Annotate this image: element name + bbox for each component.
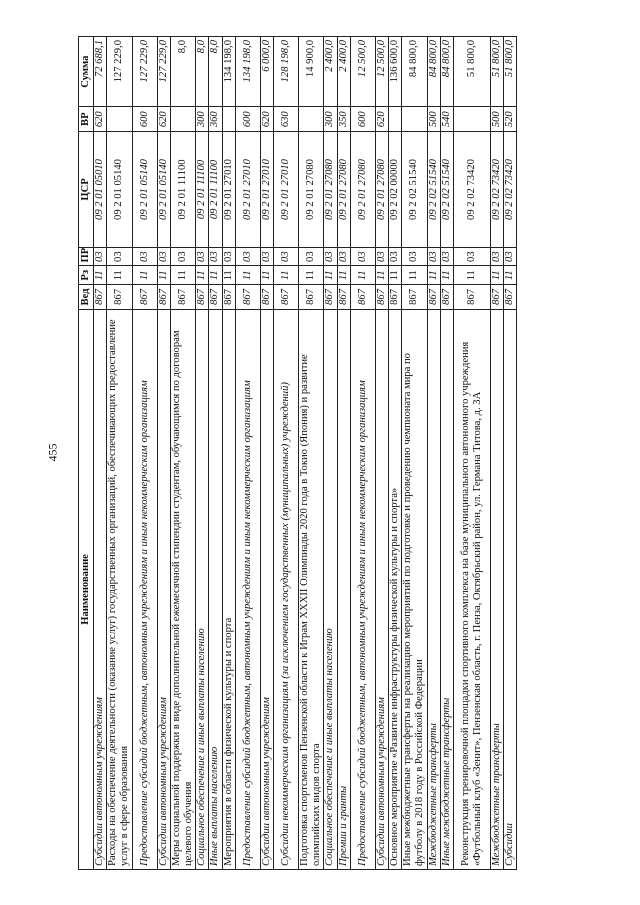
cell-ved: 867 xyxy=(440,285,453,310)
cell-vr: 500 xyxy=(491,107,504,132)
cell-sum: 8,0 xyxy=(209,37,222,107)
cell-csr: 09 2 01 11100 xyxy=(209,132,222,248)
cell-csr: 09 2 02 51540 xyxy=(440,132,453,248)
cell-rz: 11 xyxy=(94,266,107,285)
cell-name: Премии и гранты xyxy=(337,309,350,869)
cell-ved: 867 xyxy=(337,285,350,310)
cell-pr: 03 xyxy=(402,247,427,266)
table-row xyxy=(389,37,402,870)
cell-sum: 72 688,1 xyxy=(94,37,107,107)
cell-vr xyxy=(107,107,132,132)
cell-name: Субсидии автономным учреждениям xyxy=(157,309,170,869)
cell-rz: 11 xyxy=(209,266,222,285)
cell-vr xyxy=(222,107,235,132)
cell-sum: 128 198,0 xyxy=(274,37,299,107)
cell-rz: 11 xyxy=(337,266,350,285)
cell-vr: 600 xyxy=(350,107,375,132)
cell-vr: 350 xyxy=(337,107,350,132)
cell-rz: 11 xyxy=(324,266,337,285)
header-rz: Рз xyxy=(79,266,94,285)
cell-pr: 03 xyxy=(222,247,235,266)
cell-name: Иные межбюджетные трансферты xyxy=(440,309,453,869)
cell-vr: 600 xyxy=(235,107,260,132)
cell-sum: 134 198,0 xyxy=(222,37,235,107)
table-row xyxy=(222,37,235,870)
cell-pr: 03 xyxy=(491,247,504,266)
cell-csr: 09 2 01 05010 xyxy=(94,132,107,248)
cell-ved: 867 xyxy=(157,285,170,310)
cell-sum: 8,0 xyxy=(170,37,195,107)
table-body xyxy=(94,37,517,870)
cell-name: Субсидии автономным учреждениям xyxy=(375,309,388,869)
cell-pr: 03 xyxy=(389,247,402,266)
cell-pr: 03 xyxy=(107,247,132,266)
rotated-table-container xyxy=(78,36,583,870)
cell-ved: 867 xyxy=(94,285,107,310)
cell-ved: 867 xyxy=(504,285,517,310)
cell-name: Мероприятия в области физической культуры и спорта xyxy=(222,309,235,869)
table-row xyxy=(375,37,388,870)
cell-pr: 03 xyxy=(454,247,491,266)
cell-vr: 520 xyxy=(504,107,517,132)
cell-rz: 11 xyxy=(504,266,517,285)
cell-pr: 03 xyxy=(196,247,209,266)
cell-vr: 620 xyxy=(157,107,170,132)
cell-name: Меры социальной поддержки в виде дополнительной ежемесячной стипендии студентам, обучающимся по договорам целевого обучения xyxy=(170,309,195,869)
cell-csr: 09 2 02 73420 xyxy=(504,132,517,248)
cell-rz: 11 xyxy=(427,266,440,285)
cell-vr xyxy=(454,107,491,132)
cell-ved: 867 xyxy=(132,285,157,310)
cell-rz: 11 xyxy=(235,266,260,285)
cell-name: Субсидии некоммерческим организациям (за исключением государственных (муниципальных) учреждений) xyxy=(274,309,299,869)
cell-name: Иные выплаты населению xyxy=(209,309,222,869)
cell-vr: 300 xyxy=(324,107,337,132)
cell-ved: 867 xyxy=(196,285,209,310)
cell-sum: 84 800,0 xyxy=(440,37,453,107)
cell-ved: 867 xyxy=(209,285,222,310)
cell-ved: 867 xyxy=(235,285,260,310)
cell-rz: 11 xyxy=(454,266,491,285)
cell-ved: 867 xyxy=(260,285,273,310)
table-row xyxy=(427,37,440,870)
cell-name: Социальное обеспечение и иные выплаты населению xyxy=(324,309,337,869)
cell-sum: 84 800,0 xyxy=(427,37,440,107)
cell-name: Предоставление субсидий бюджетным, автономным учреждениям и иным некоммерческим организациям xyxy=(350,309,375,869)
cell-pr: 03 xyxy=(427,247,440,266)
cell-ved: 867 xyxy=(402,285,427,310)
cell-name: Межбюджетные трансферты xyxy=(491,309,504,869)
cell-pr: 03 xyxy=(235,247,260,266)
cell-pr: 03 xyxy=(504,247,517,266)
cell-ved: 867 xyxy=(427,285,440,310)
cell-rz: 11 xyxy=(274,266,299,285)
cell-sum: 134 198,0 xyxy=(235,37,260,107)
table-row xyxy=(402,37,427,870)
cell-rz: 11 xyxy=(375,266,388,285)
cell-csr: 09 2 01 27080 xyxy=(350,132,375,248)
cell-ved: 867 xyxy=(299,285,324,310)
cell-sum: 14 900,0 xyxy=(299,37,324,107)
cell-rz: 11 xyxy=(440,266,453,285)
table-row xyxy=(260,37,273,870)
cell-csr: 09 2 01 05140 xyxy=(107,132,132,248)
cell-name: Основное мероприятие «Развитие инфраструктуры физической культуры и спорта» xyxy=(389,309,402,869)
cell-csr: 09 2 01 27010 xyxy=(222,132,235,248)
table-header-row xyxy=(79,37,94,870)
cell-ved: 867 xyxy=(491,285,504,310)
cell-rz: 11 xyxy=(260,266,273,285)
table-row xyxy=(157,37,170,870)
table-row xyxy=(94,37,107,870)
cell-ved: 867 xyxy=(389,285,402,310)
table-row xyxy=(209,37,222,870)
cell-sum: 12 500,0 xyxy=(350,37,375,107)
cell-vr xyxy=(389,107,402,132)
table-row xyxy=(132,37,157,870)
cell-pr: 03 xyxy=(324,247,337,266)
table-row xyxy=(454,37,491,870)
table-row xyxy=(350,37,375,870)
cell-csr: 09 2 02 51540 xyxy=(427,132,440,248)
cell-vr: 600 xyxy=(132,107,157,132)
cell-name: Предоставление субсидий бюджетным, автономным учреждениям и иным некоммерческим организациям xyxy=(132,309,157,869)
cell-ved: 867 xyxy=(324,285,337,310)
cell-csr: 09 2 01 05140 xyxy=(132,132,157,248)
table-row xyxy=(196,37,209,870)
cell-csr: 09 2 01 27010 xyxy=(274,132,299,248)
cell-vr: 620 xyxy=(94,107,107,132)
cell-pr: 03 xyxy=(350,247,375,266)
header-sum: Сумма xyxy=(79,37,94,107)
cell-sum: 8,0 xyxy=(196,37,209,107)
cell-csr: 09 2 02 73420 xyxy=(454,132,491,248)
header-name: Наименование xyxy=(79,309,94,869)
cell-vr: 620 xyxy=(375,107,388,132)
cell-rz: 11 xyxy=(491,266,504,285)
cell-sum: 6 000,0 xyxy=(260,37,273,107)
cell-vr: 540 xyxy=(440,107,453,132)
header-vr: ВР xyxy=(79,107,94,132)
cell-sum: 51 800,0 xyxy=(504,37,517,107)
cell-ved: 867 xyxy=(350,285,375,310)
table-row xyxy=(337,37,350,870)
table-row xyxy=(235,37,260,870)
cell-ved: 867 xyxy=(274,285,299,310)
cell-pr: 03 xyxy=(299,247,324,266)
cell-csr: 09 2 01 27010 xyxy=(260,132,273,248)
cell-rz: 11 xyxy=(132,266,157,285)
cell-sum: 127 229,0 xyxy=(157,37,170,107)
cell-pr: 03 xyxy=(274,247,299,266)
cell-name: Реконструкция тренировочной площадки спортивного комплекса на базе муниципального автономного учреждения «Футбольный клуб «Зенит», Пензенская область, г. Пенза, Октябрьский район, ул. Германа Титова, д. 3А xyxy=(454,309,491,869)
cell-rz: 11 xyxy=(196,266,209,285)
cell-vr: 360 xyxy=(209,107,222,132)
cell-csr: 09 2 01 27080 xyxy=(324,132,337,248)
cell-pr: 03 xyxy=(375,247,388,266)
header-pr: ПР xyxy=(79,247,94,266)
cell-rz: 11 xyxy=(107,266,132,285)
table-row xyxy=(299,37,324,870)
cell-vr xyxy=(402,107,427,132)
cell-name: Субсидии xyxy=(504,309,517,869)
cell-ved: 867 xyxy=(107,285,132,310)
cell-csr: 09 2 01 11100 xyxy=(196,132,209,248)
table-row xyxy=(107,37,132,870)
cell-sum: 127 229,0 xyxy=(132,37,157,107)
cell-name: Субсидии автономным учреждениям xyxy=(260,309,273,869)
cell-vr: 300 xyxy=(196,107,209,132)
cell-vr xyxy=(170,107,195,132)
cell-csr: 09 2 01 05140 xyxy=(157,132,170,248)
cell-pr: 03 xyxy=(157,247,170,266)
cell-sum: 136 600,0 xyxy=(389,37,402,107)
cell-ved: 867 xyxy=(454,285,491,310)
cell-csr: 09 2 01 11100 xyxy=(170,132,195,248)
cell-rz: 11 xyxy=(170,266,195,285)
cell-name: Социальное обеспечение и иные выплаты населению xyxy=(196,309,209,869)
cell-sum: 127 229,0 xyxy=(107,37,132,107)
cell-name: Предоставление субсидий бюджетным, автономным учреждениям и иным некоммерческим организациям xyxy=(235,309,260,869)
cell-pr: 03 xyxy=(440,247,453,266)
cell-sum: 12 500,0 xyxy=(375,37,388,107)
cell-csr: 09 2 01 27080 xyxy=(299,132,324,248)
cell-sum: 2 400,0 xyxy=(324,37,337,107)
table-row xyxy=(491,37,504,870)
cell-sum: 51 800,0 xyxy=(454,37,491,107)
cell-rz: 11 xyxy=(402,266,427,285)
cell-sum: 84 800,0 xyxy=(402,37,427,107)
cell-sum: 2 400,0 xyxy=(337,37,350,107)
cell-ved: 867 xyxy=(375,285,388,310)
header-ved: Вед xyxy=(79,285,94,310)
cell-vr: 630 xyxy=(274,107,299,132)
table-row xyxy=(274,37,299,870)
cell-ved: 867 xyxy=(222,285,235,310)
table-row xyxy=(170,37,195,870)
cell-ved: 867 xyxy=(170,285,195,310)
cell-vr xyxy=(299,107,324,132)
cell-pr: 03 xyxy=(94,247,107,266)
cell-vr: 500 xyxy=(427,107,440,132)
cell-pr: 03 xyxy=(132,247,157,266)
cell-rz: 11 xyxy=(389,266,402,285)
cell-csr: 09 2 02 73420 xyxy=(491,132,504,248)
cell-pr: 03 xyxy=(209,247,222,266)
cell-rz: 11 xyxy=(157,266,170,285)
cell-csr: 09 2 02 00000 xyxy=(389,132,402,248)
budget-table xyxy=(78,36,517,870)
cell-name: Субсидии автономным учреждениям xyxy=(94,309,107,869)
cell-pr: 03 xyxy=(170,247,195,266)
cell-csr: 09 2 01 27080 xyxy=(337,132,350,248)
cell-csr: 09 2 01 27080 xyxy=(375,132,388,248)
cell-csr: 09 2 02 51540 xyxy=(402,132,427,248)
page-number: 455 xyxy=(45,443,60,462)
cell-sum: 51 800,0 xyxy=(491,37,504,107)
table-row xyxy=(440,37,453,870)
cell-name: Подготовка спортсменов Пензенской области к Играм XXXII Олимпиады 2020 года в Токио (Япония) и развитие олимпийских видов спорта xyxy=(299,309,324,869)
cell-name: Межбюджетные трансферты xyxy=(427,309,440,869)
cell-rz: 11 xyxy=(222,266,235,285)
table-row xyxy=(504,37,517,870)
cell-pr: 03 xyxy=(337,247,350,266)
cell-name: Иные межбюджетные трансферты на реализацию мероприятий по подготовке и проведению чемпионата мира по футболу в 2018 году в Российской Федерации xyxy=(402,309,427,869)
table-row xyxy=(324,37,337,870)
header-csr: ЦСР xyxy=(79,132,94,248)
cell-pr: 03 xyxy=(260,247,273,266)
cell-name: Расходы на обеспечение деятельности (оказание услуг) государственных организаций, обеспечивающих предоставление услуг в сфере образования xyxy=(107,309,132,869)
cell-rz: 11 xyxy=(299,266,324,285)
cell-csr: 09 2 01 27010 xyxy=(235,132,260,248)
cell-vr: 620 xyxy=(260,107,273,132)
cell-rz: 11 xyxy=(350,266,375,285)
